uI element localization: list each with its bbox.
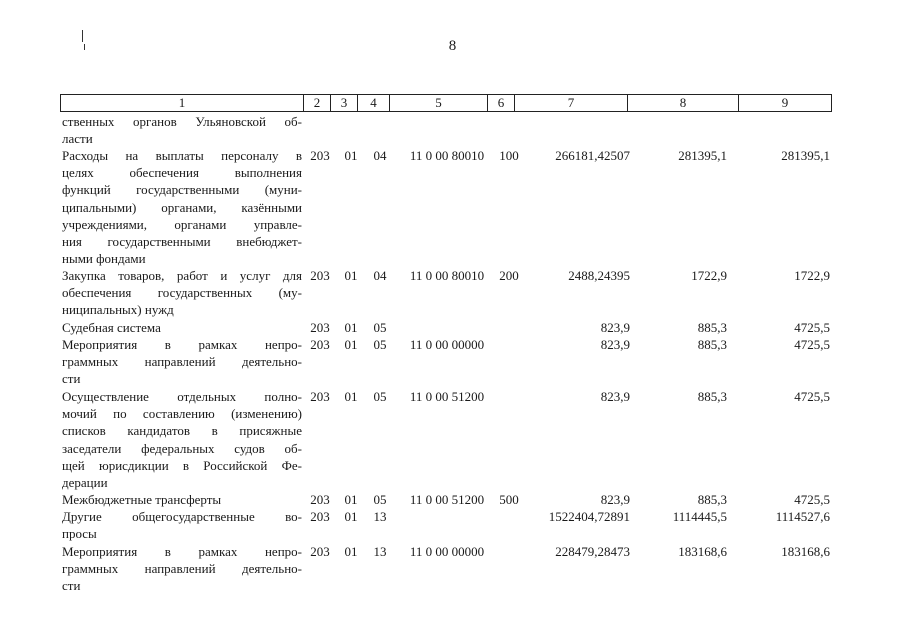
header-col-7: 7 xyxy=(515,95,628,112)
header-col-4: 4 xyxy=(358,95,390,112)
row-target-article: 11 0 00 51200 xyxy=(409,389,485,404)
row-description xyxy=(62,336,302,388)
description-line: сти xyxy=(62,578,81,594)
description-line: учреждениями, органами управле- xyxy=(62,216,302,232)
row-section: 01 xyxy=(344,492,358,507)
description-line: Мероприятия в рамках непро- xyxy=(62,337,302,352)
row-section: 01 xyxy=(344,268,358,283)
row-amount-col9: 4725,5 xyxy=(794,492,830,507)
header-col-6: 6 xyxy=(488,95,515,112)
row-ministry-code: 203 xyxy=(310,268,330,283)
row-amount-col7: 1522404,72891 xyxy=(548,509,630,524)
description-line: мочий по составлению (изменению) xyxy=(62,406,302,422)
row-subsection: 04 xyxy=(373,148,387,163)
row-target-article: 11 0 00 51200 xyxy=(409,492,485,507)
row-amount-col8: 885,3 xyxy=(697,337,727,352)
row-subsection: 13 xyxy=(373,544,387,559)
description-line: просы xyxy=(62,526,97,542)
row-expense-type: 200 xyxy=(499,268,519,283)
description-line: сти xyxy=(62,371,81,387)
row-amount-col8: 183168,6 xyxy=(678,544,727,559)
row-description xyxy=(62,508,302,542)
row-amount-col7: 823,9 xyxy=(600,320,630,335)
row-amount-col8: 1722,9 xyxy=(691,268,727,283)
header-col-5: 5 xyxy=(390,95,488,112)
row-amount-col7: 823,9 xyxy=(600,492,630,507)
description-line: заседатели федеральных судов об- xyxy=(62,440,302,456)
header-col-3: 3 xyxy=(331,95,358,112)
description-line: граммных направлений деятельно- xyxy=(62,561,302,577)
row-amount-col9: 4725,5 xyxy=(794,389,830,404)
description-line: Осуществление отдельных полно- xyxy=(62,389,302,404)
description-line: ниципальных) нужд xyxy=(62,302,174,318)
row-description xyxy=(62,319,302,336)
column-header-table xyxy=(60,94,832,112)
row-amount-col9: 1114527,6 xyxy=(775,509,830,524)
row-amount-col8: 885,3 xyxy=(697,320,727,335)
row-ministry-code: 203 xyxy=(310,148,330,163)
row-amount-col9: 4725,5 xyxy=(794,337,830,352)
description-line: дерации xyxy=(62,475,108,491)
row-subsection: 05 xyxy=(373,320,387,335)
row-description xyxy=(62,147,302,267)
description-line: функций государственными (муни- xyxy=(62,182,302,198)
description-line: Межбюджетные трансферты xyxy=(62,492,222,507)
description-line: Расходы на выплаты персоналу в xyxy=(62,148,302,163)
page-number: 8 xyxy=(448,38,457,54)
row-amount-col8: 885,3 xyxy=(697,389,727,404)
row-ministry-code: 203 xyxy=(310,320,330,335)
header-col-1: 1 xyxy=(61,95,304,112)
row-description xyxy=(62,543,302,595)
row-ministry-code: 203 xyxy=(310,389,330,404)
description-line: обеспечения государственных (му- xyxy=(62,285,302,301)
row-amount-col7: 228479,28473 xyxy=(555,544,630,559)
row-section: 01 xyxy=(344,544,358,559)
row-target-article: 11 0 00 80010 xyxy=(409,148,485,163)
row-description xyxy=(62,491,302,508)
row-amount-col9: 1722,9 xyxy=(794,268,830,283)
description-line: граммных направлений деятельно- xyxy=(62,354,302,370)
row-amount-col9: 281395,1 xyxy=(781,148,830,163)
description-line: Мероприятия в рамках непро- xyxy=(62,544,302,559)
row-target-article: 11 0 00 00000 xyxy=(409,544,485,559)
row-amount-col9: 183168,6 xyxy=(781,544,830,559)
row-expense-type: 500 xyxy=(499,492,519,507)
row-ministry-code: 203 xyxy=(310,509,330,524)
description-line: целях обеспечения выполнения xyxy=(62,165,302,181)
row-description xyxy=(62,267,302,319)
row-amount-col7: 823,9 xyxy=(600,337,630,352)
row-target-article: 11 0 00 00000 xyxy=(409,337,485,352)
row-description xyxy=(62,388,302,491)
row-amount-col7: 266181,42507 xyxy=(555,148,630,163)
header-col-8: 8 xyxy=(628,95,739,112)
row-amount-col8: 885,3 xyxy=(697,492,727,507)
description-line: Судебная система xyxy=(62,320,161,335)
row-section: 01 xyxy=(344,148,358,163)
row-section: 01 xyxy=(344,320,358,335)
row-subsection: 04 xyxy=(373,268,387,283)
description-line: Закупка товаров, работ и услуг для xyxy=(62,268,302,283)
row-description xyxy=(62,113,302,147)
row-expense-type: 100 xyxy=(499,148,519,163)
row-section: 01 xyxy=(344,389,358,404)
row-subsection: 05 xyxy=(373,389,387,404)
description-line: ципальными) органами, казёнными xyxy=(62,199,302,215)
row-subsection: 13 xyxy=(373,509,387,524)
description-line: ния государственными внебюджет- xyxy=(62,234,302,250)
row-amount-col7: 2488,24395 xyxy=(568,268,630,283)
header-col-9: 9 xyxy=(739,95,832,112)
row-target-article: 11 0 00 80010 xyxy=(409,268,485,283)
row-amount-col8: 1114445,5 xyxy=(672,509,727,524)
description-line: списков кандидатов в присяжные xyxy=(62,423,302,439)
row-ministry-code: 203 xyxy=(310,492,330,507)
row-section: 01 xyxy=(344,337,358,352)
row-amount-col8: 281395,1 xyxy=(678,148,727,163)
scan-mark xyxy=(84,44,85,50)
row-ministry-code: 203 xyxy=(310,337,330,352)
row-subsection: 05 xyxy=(373,492,387,507)
description-line: ласти xyxy=(62,131,93,147)
scan-mark xyxy=(82,30,83,42)
description-line: ными фондами xyxy=(62,251,146,267)
description-line: ственных органов Ульяновской об- xyxy=(62,114,302,129)
row-ministry-code: 203 xyxy=(310,544,330,559)
header-col-2: 2 xyxy=(304,95,331,112)
row-amount-col9: 4725,5 xyxy=(794,320,830,335)
row-section: 01 xyxy=(344,509,358,524)
description-line: Другие общегосударственные во- xyxy=(62,509,302,524)
row-amount-col7: 823,9 xyxy=(600,389,630,404)
row-subsection: 05 xyxy=(373,337,387,352)
description-line: щей юрисдикции в Российской Фе- xyxy=(62,457,302,473)
